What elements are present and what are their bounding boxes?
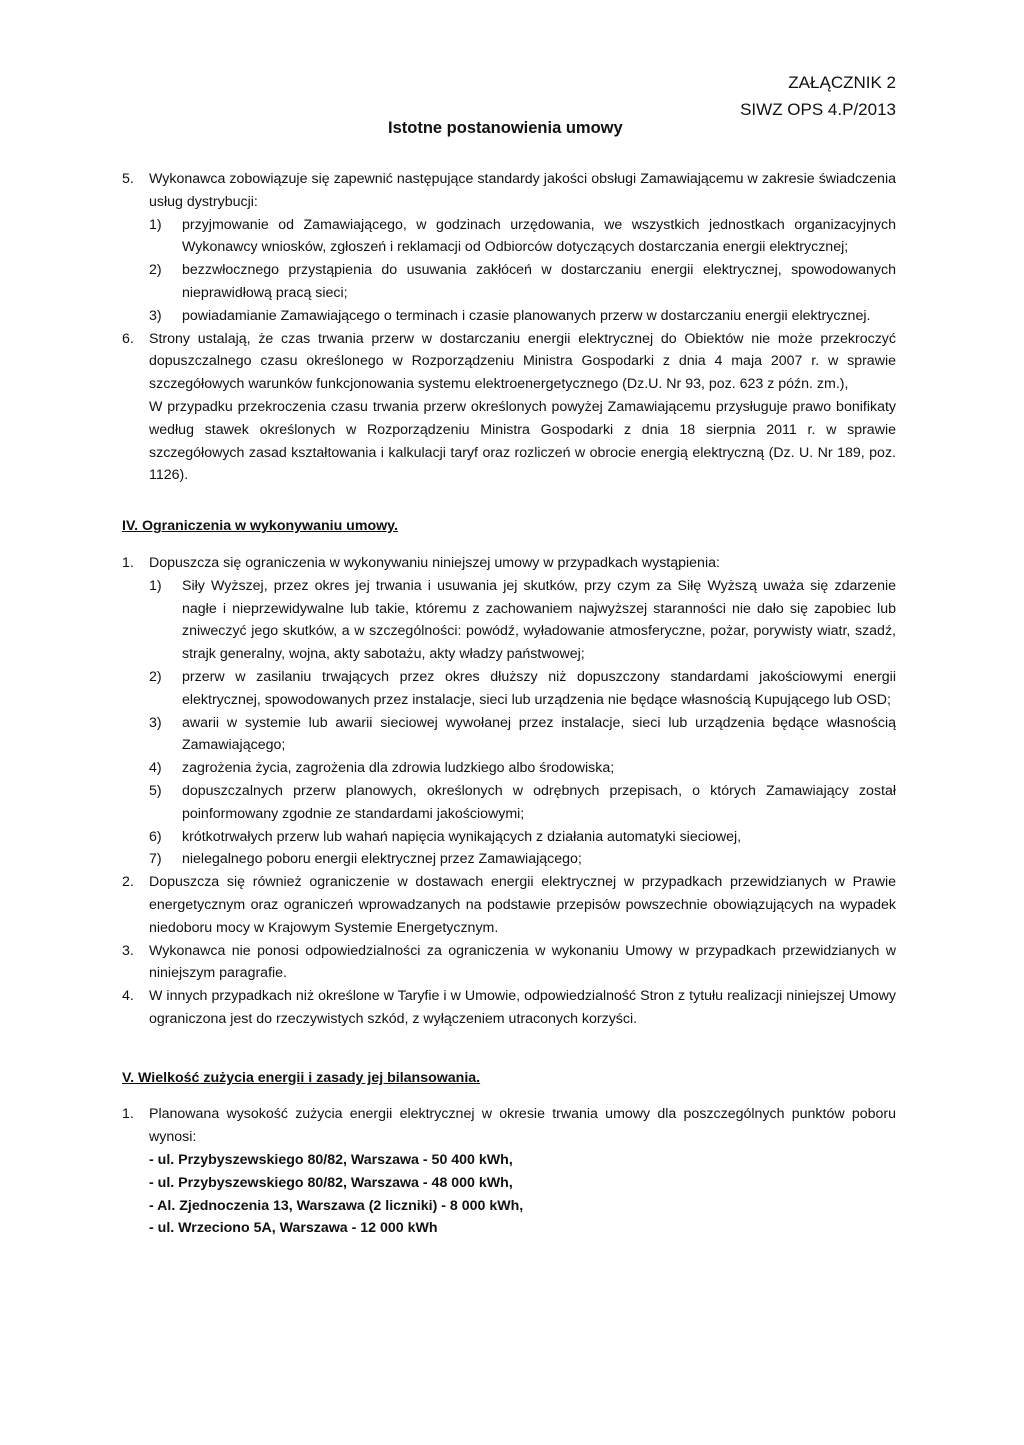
- paragraph-5: [122, 168, 896, 214]
- item-number: 1): [149, 216, 162, 233]
- paragraph-text: Strony ustalają, że czas trwania przerw w dostarczaniu energii elektrycznej do Obiektów nie może przekroczyć dopuszczalnego czasu określonego w Rozporządzeniu Ministra Gospodarki z dnia 4 maja 2007 r. w sprawie szczegółowych warunków funkcjonowania systemu elektroenergetycznego (Dz.U. Nr 93, poz. 623 z późn. zm.),: [149, 330, 896, 393]
- consumption-point: - ul. Wrzeciono 5A, Warszawa - 12 000 kWh: [149, 1220, 438, 1237]
- list-item: [122, 712, 896, 758]
- paragraph-text: Dopuszcza się również ograniczenie w dostawach energii elektrycznej w przypadkach przewidzianych w Prawie energetycznym oraz ograniczeń wprowadzanych na podstawie przepisów powszechnie obowiązujących na wypadek niedoboru mocy w Krajowym Systemie Energetycznym.: [149, 874, 896, 936]
- paragraph-number: 4.: [122, 988, 134, 1005]
- paragraph-text: Planowana wysokość zużycia energii elektrycznej w okresie trwania umowy dla poszczególnych punktów poboru wynosi:: [149, 1106, 896, 1146]
- item-number: 5): [149, 782, 162, 799]
- list-item: [122, 780, 896, 826]
- item-text: bezzwłocznego przystąpienia do usuwania zakłóceń w dostarczaniu energii elektrycznej, spowodowanych nieprawidłową pracą sieci;: [182, 262, 896, 301]
- list-item: [122, 826, 896, 849]
- item-text: awarii w systemie lub awarii sieciowej wywołanej przez instalacje, sieci lub urządzenia będące własnością Zamawiającego;: [182, 714, 896, 754]
- list-item: [122, 214, 896, 260]
- paragraph-text: Dopuszcza się ograniczenia w wykonywaniu niniejszej umowy w przypadkach wystąpienia:: [149, 554, 720, 571]
- section-heading-v: V. Wielkość zużycia energii i zasady jej bilansowania.: [122, 1069, 481, 1086]
- list-item: [122, 666, 896, 712]
- paragraph-number: 5.: [122, 171, 134, 187]
- header-reference-block: [740, 69, 896, 123]
- list-item: [122, 848, 896, 871]
- paragraph-number: 2.: [122, 874, 134, 891]
- paragraph-text: Wykonawca zobowiązuje się zapewnić następujące standardy jakości obsługi Zamawiającemu w zakresie świadczenia usług dystrybucji:: [149, 171, 896, 210]
- consumption-point: - ul. Przybyszewskiego 80/82, Warszawa - 48 000 kWh,: [149, 1174, 513, 1191]
- paragraph-6: [122, 328, 896, 396]
- section-iv-paragraph-1: [122, 552, 896, 575]
- consumption-point: - ul. Przybyszewskiego 80/82, Warszawa - 50 400 kWh,: [149, 1152, 513, 1169]
- reference-number: SIWZ OPS 4.P/2013: [740, 100, 896, 119]
- consumption-point: - Al. Zjednoczenia 13, Warszawa (2 liczniki) - 8 000 kWh,: [149, 1197, 524, 1214]
- document-title: Istotne postanowienia umowy: [388, 119, 623, 137]
- section-iv-paragraph-4: [122, 985, 896, 1031]
- item-number: 3): [149, 307, 162, 324]
- item-text: krótkotrwałych przerw lub wahań napięcia wynikających z działania automatyki sieciowej,: [182, 828, 742, 845]
- item-text: przyjmowanie od Zamawiającego, w godzinach urzędowania, we wszystkich jednostkach organizacyjnych Wykonawcy wniosków, zgłoszeń i reklamacji od Odbiorców dotyczących dostarczania energii elektrycznej;: [182, 216, 896, 256]
- item-text: Siły Wyższej, przez okres jej trwania i usuwania jej skutków, przy czym za Siłę Wyższą uważa się zdarzenie nagłe i nieprzewidywalne lub takie, któremu z zachowaniem najwyższej staranności nie dało się zapobiec lub zniweczyć jego skutków, a w szczególności: powódź, wyładowanie atmosferyczne, pożar, porywisty wiatr, szadź, strajk generalny, wojna, akty sabotażu, akty władzy państwowej;: [182, 577, 896, 663]
- attachment-label: ZAŁĄCZNIK 2: [788, 73, 896, 92]
- section-v-paragraph-1: [122, 1103, 896, 1149]
- paragraph-continuation: W przypadku przekroczenia czasu trwania przerw określonych powyżej Zamawiającemu przysługuje prawo bonifikaty według stawek określonych w Rozporządzeniu Ministra Gospodarki z dnia 18 sierpnia 2011 r. w sprawie szczegółowych zasad kształtowania i kalkulacji taryf oraz rozliczeń w obrocie energią elektryczną (Dz. U. Nr 189, poz. 1126).: [149, 398, 896, 484]
- item-number: 7): [149, 851, 162, 868]
- paragraph-number: 6.: [122, 330, 134, 347]
- item-text: powiadamianie Zamawiającego o terminach i czasie planowanych przerw w dostarczaniu energii elektrycznej.: [182, 307, 871, 324]
- section-iv-paragraph-3: [122, 940, 896, 986]
- list-item: [122, 757, 896, 780]
- list-item: [122, 575, 896, 666]
- list-item: [122, 305, 896, 328]
- section-heading-iv: IV. Ograniczenia w wykonywaniu umowy.: [122, 518, 398, 535]
- item-text: nielegalnego poboru energii elektrycznej przez Zamawiającego;: [182, 851, 582, 868]
- item-text: zagrożenia życia, zagrożenia dla zdrowia ludzkiego albo środowiska;: [182, 760, 615, 777]
- list-item: [122, 259, 896, 305]
- paragraph-text: Wykonawca nie ponosi odpowiedzialności za ograniczenia w wykonaniu Umowy w przypadkach przewidzianych w niniejszym paragrafie.: [149, 942, 896, 982]
- paragraph-number: 1.: [122, 554, 134, 571]
- paragraph-number: 1.: [122, 1106, 134, 1123]
- item-number: 1): [149, 577, 162, 594]
- document-body: [122, 168, 896, 1240]
- paragraph-number: 3.: [122, 942, 134, 959]
- item-number: 2): [149, 668, 162, 685]
- item-text: przerw w zasilaniu trwających przez okres dłuższy niż dopuszczony standardami jakościowymi energii elektrycznej, spowodowanych przez instalacje, sieci lub urządzenia nie będące własnością Kupującego lub OSD;: [182, 668, 896, 708]
- paragraph-text: W innych przypadkach niż określone w Taryfie i w Umowie, odpowiedzialność Stron z tytułu realizacji niniejszej Umowy ograniczona jest do rzeczywistych szkód, z wyłączeniem utraconych korzyści.: [149, 988, 896, 1027]
- section-iv-paragraph-2: [122, 871, 896, 939]
- item-number: 4): [149, 760, 162, 777]
- item-text: dopuszczalnych przerw planowych, określonych w odrębnych przepisach, o których Zamawiający został poinformowany zgodnie ze standardami jakościowymi;: [182, 782, 896, 822]
- item-number: 3): [149, 714, 162, 731]
- item-number: 6): [149, 828, 162, 845]
- item-number: 2): [149, 262, 162, 279]
